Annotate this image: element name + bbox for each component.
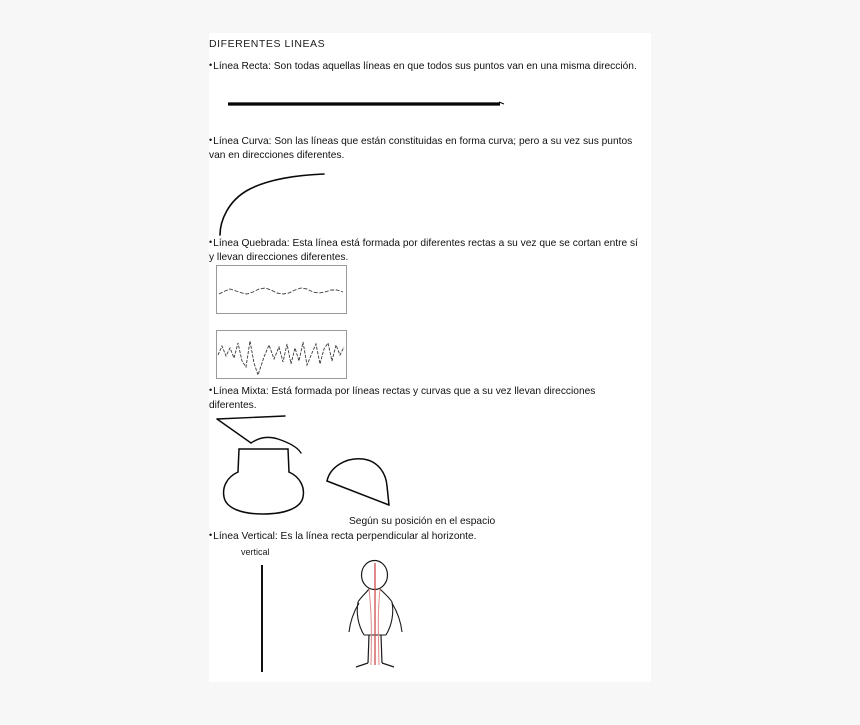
paragraph-linea-recta-text: Línea Recta: Son todas aquellas líneas en que todos sus puntos van en una misma dirección. bbox=[213, 61, 637, 72]
figure-vertical-line bbox=[261, 565, 263, 672]
figure-curved-line bbox=[214, 169, 344, 237]
figure-mixed-dome bbox=[322, 453, 398, 515]
figure-box-zigzag-broken-line bbox=[216, 330, 347, 379]
paragraph-linea-curva bbox=[209, 134, 641, 162]
paragraph-linea-mixta-text: Línea Mixta: Está formada por líneas rectas y curvas que a su vez llevan direcciones diferentes. bbox=[209, 386, 596, 411]
figure-box-wavy-broken-line bbox=[216, 265, 347, 314]
figure-label-vertical: vertical bbox=[241, 547, 270, 557]
paragraph-linea-mixta bbox=[209, 384, 641, 412]
figure-mixed-vase bbox=[221, 445, 321, 517]
paragraph-linea-vertical bbox=[209, 529, 641, 544]
bullet-icon: • bbox=[209, 237, 213, 247]
paragraph-linea-curva-text: Línea Curva: Son las líneas que están constituidas en forma curva; pero a su vez sus puntos van en direcciones diferentes. bbox=[209, 136, 633, 161]
paragraph-linea-quebrada bbox=[209, 236, 641, 264]
document-page bbox=[209, 33, 651, 682]
paragraph-linea-quebrada-text: Línea Quebrada: Esta línea está formada por diferentes rectas a su vez que se cortan entre sí y llevan direcciones diferentes. bbox=[209, 238, 638, 263]
bullet-icon: • bbox=[209, 385, 213, 395]
figure-zigzag-broken-line bbox=[217, 331, 346, 378]
paragraph-linea-vertical-text: Línea Vertical: Es la línea recta perpendicular al horizonte. bbox=[213, 531, 477, 542]
bullet-icon: • bbox=[209, 135, 213, 145]
bullet-icon: • bbox=[209, 60, 213, 70]
heading-segun-posicion: Según su posición en el espacio bbox=[349, 516, 496, 527]
paragraph-linea-recta bbox=[209, 59, 641, 74]
figure-straight-line bbox=[223, 93, 523, 113]
page-title: DIFERENTES LINEAS bbox=[209, 38, 326, 50]
bullet-icon: • bbox=[209, 530, 213, 540]
figure-stick-person bbox=[342, 553, 412, 675]
figure-wavy-broken-line bbox=[217, 266, 346, 313]
